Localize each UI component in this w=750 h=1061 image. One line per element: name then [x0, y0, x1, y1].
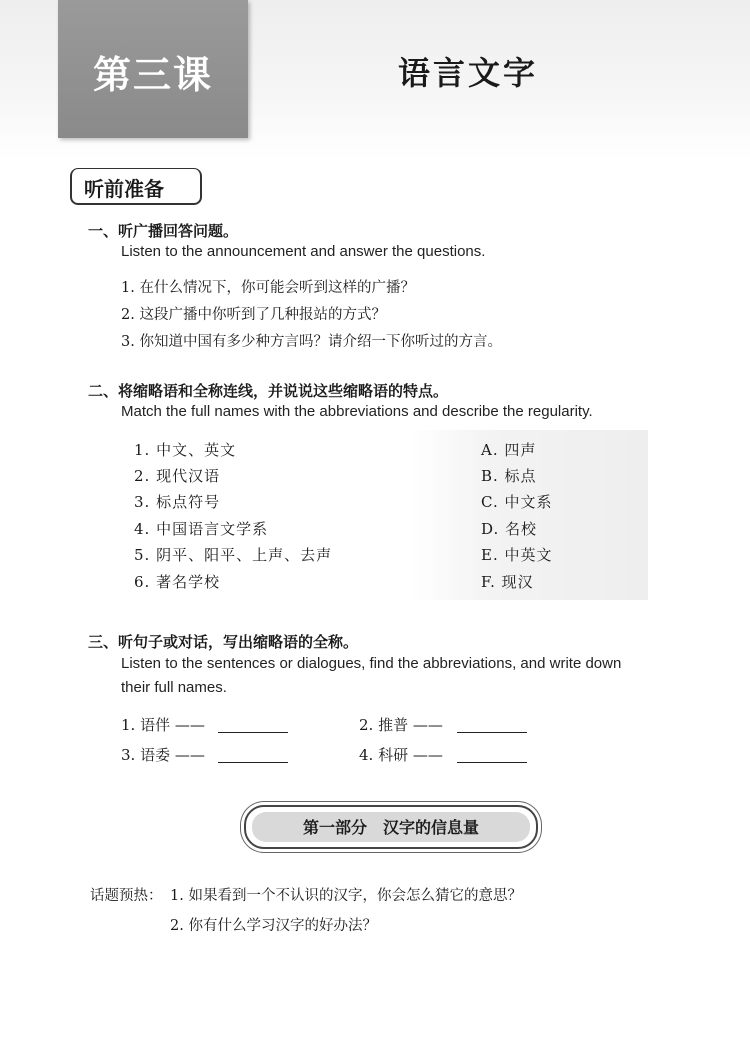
abbreviation-item: 1. 语伴 ——: [121, 716, 205, 734]
abbreviation-item: 4. 科研 ——: [359, 746, 443, 764]
match-left-item[interactable]: 2. 现代汉语: [134, 467, 221, 485]
match-right-item[interactable]: D. 名校: [481, 520, 538, 538]
answer-blank[interactable]: [218, 732, 288, 733]
question-1-english: Listen to the announcement and answer the questions.: [121, 243, 486, 260]
warmup-label: 话题预热：: [90, 888, 163, 904]
question-2-title: 二、将缩略语和全称连线，并说说这些缩略语的特点。: [88, 382, 449, 400]
question-2-english: Match the full names with the abbreviations and describe the regularity.: [121, 403, 593, 420]
section-heading-pre-listening: [70, 168, 202, 205]
warmup-question-2: 2. 你有什么学习汉字的好办法？: [170, 918, 377, 934]
question-3-title: 三、听句子或对话，写出缩略语的全称。: [88, 633, 359, 651]
match-right-item[interactable]: E. 中英文: [481, 546, 553, 564]
abbreviation-item: 3. 语委 ——: [121, 746, 205, 764]
question-1-item: 3. 你知道中国有多少种方言吗？请介绍一下你听过的方言。: [121, 334, 502, 350]
match-right-item[interactable]: C. 中文系: [481, 493, 553, 511]
abbreviation-item: 2. 推普 ——: [359, 716, 443, 734]
match-right-item[interactable]: A. 四声: [481, 441, 537, 459]
match-left-item[interactable]: 4. 中国语言文学系: [134, 520, 269, 538]
part-one-banner-label: 第一部分 汉字的信息量: [302, 818, 479, 837]
match-right-item[interactable]: F. 现汉: [481, 573, 534, 591]
question-1-item: 2. 这段广播中你听到了几种报站的方式？: [121, 307, 386, 323]
lesson-number-box: [58, 0, 248, 138]
question-3-english-line2: their full names.: [121, 679, 227, 696]
lesson-label: 第三课: [92, 53, 213, 97]
question-1-item: 1. 在什么情况下，你可能会听到这样的广播？: [121, 280, 415, 296]
part-one-banner: [244, 805, 538, 849]
answer-blank[interactable]: [457, 732, 527, 733]
match-left-item[interactable]: 5. 阴平、阳平、上声、去声: [134, 546, 333, 564]
question-3-english-line1: Listen to the sentences or dialogues, find the abbreviations, and write down: [121, 655, 622, 672]
section-heading-label: 听前准备: [84, 177, 164, 201]
warmup-question-1: 1. 如果看到一个不认识的汉字，你会怎么猜它的意思？: [170, 888, 522, 904]
match-left-item[interactable]: 1. 中文、英文: [134, 441, 237, 459]
lesson-title: 语言文字: [398, 54, 539, 92]
match-left-item[interactable]: 3. 标点符号: [134, 493, 221, 511]
answer-blank[interactable]: [218, 762, 288, 763]
match-right-item[interactable]: B. 标点: [481, 467, 537, 485]
question-1-title: 一、听广播回答问题。: [88, 222, 239, 240]
answer-blank[interactable]: [457, 762, 527, 763]
match-left-item[interactable]: 6. 著名学校: [134, 573, 221, 591]
